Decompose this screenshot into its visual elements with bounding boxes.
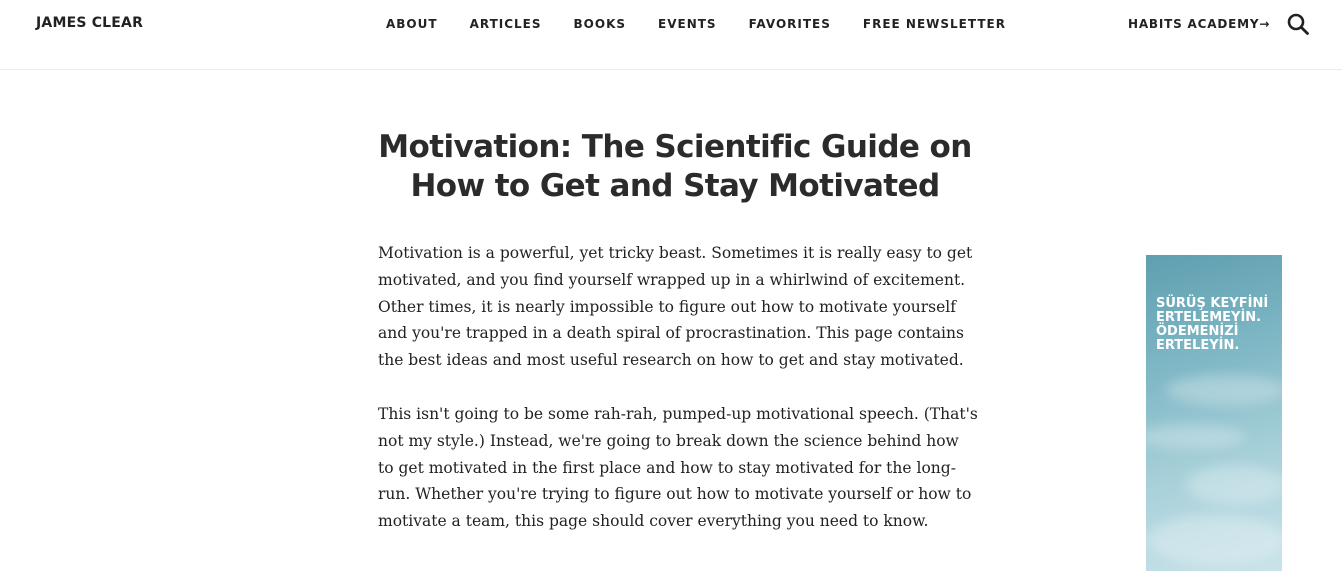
nav-events[interactable]: EVENTS xyxy=(658,17,717,31)
main-nav xyxy=(386,17,1038,31)
nav-free-newsletter[interactable]: FREE NEWSLETTER xyxy=(862,17,1006,31)
nav-favorites[interactable]: FAVORITES xyxy=(748,17,831,31)
article-title: Motivation: The Scientific Guide on How to Get and Stay Motivated xyxy=(378,129,972,204)
nav-articles[interactable]: ARTICLES xyxy=(469,17,542,31)
nav-about[interactable]: ABOUT xyxy=(386,17,438,31)
article-body xyxy=(378,240,978,562)
article-paragraph: Motivation is a powerful, yet tricky beast. Sometimes it is really easy to get motivated, and you find yourself wrapped up in a whirlwind of excitement. Other times, it is nearly impossible to figure out how to motivate yourself and you're trapped in a death spiral of procrastination. This page contains the best ideas and most useful research on how to get and stay motivated. xyxy=(378,244,973,370)
article-paragraph: This isn't going to be some rah-rah, pumped-up motivational speech. (That's not my style.) Instead, we're going to break down the science behind how to get motivated in the first place and how to stay motivated for the long-run. Whether you're trying to figure out how to motivate yourself or how to motivate a team, this page should cover everything you need to know. xyxy=(378,404,978,531)
sidebar-ad[interactable] xyxy=(1146,255,1282,571)
site-header xyxy=(0,0,1342,70)
ad-headline: SÜRÜŞ KEYFİNİ ERTELEMEYİN. ÖDEMENİZİ ERTELEYİN. xyxy=(1156,296,1269,353)
search-icon[interactable] xyxy=(1286,12,1310,36)
nav-books[interactable]: BOOKS xyxy=(573,17,627,31)
habits-academy-link[interactable]: HABITS ACADEMY→ xyxy=(1128,17,1271,31)
site-logo[interactable]: JAMES CLEAR xyxy=(36,15,144,31)
